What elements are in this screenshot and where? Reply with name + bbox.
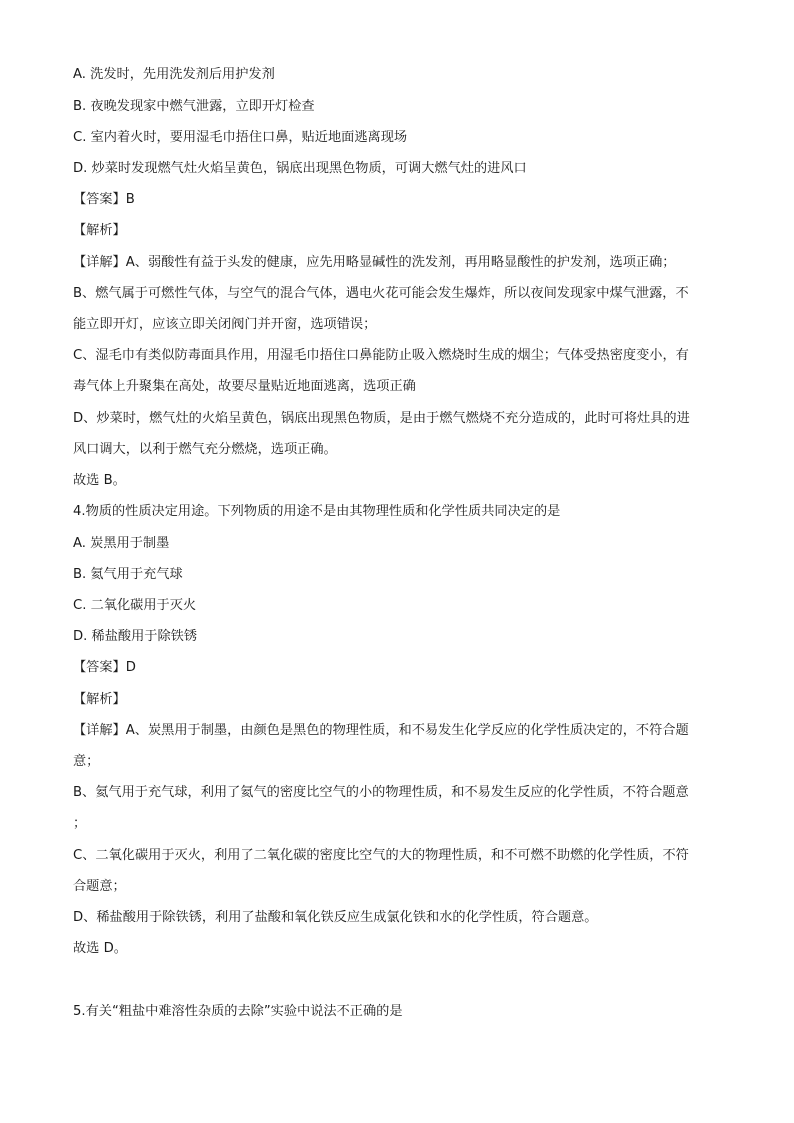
q3-conclusion: 故选 B。 <box>73 473 126 488</box>
q4-option-c: C. 二氧化碳用于灭火 <box>73 598 197 613</box>
q4-option-b: B. 氦气用于充气球 <box>73 567 183 582</box>
q4-conclusion: 故选 D。 <box>73 941 127 956</box>
q5-stem: 5.有关“粗盐中难溶性杂质的去除”实验中说法不正确的是 <box>73 1004 403 1019</box>
q3-option-b: B. 夜晚发现家中燃气泄露，立即开灯检查 <box>73 99 315 114</box>
q3-detail-line: 能立即开灯，应该立即关闭阀门并开窗，选项错误； <box>73 317 377 332</box>
q4-stem: 4.物质的性质决定用途。下列物质的用途不是由其物理性质和化学性质共同决定的是 <box>73 504 561 519</box>
q3-option-c: C. 室内着火时，要用湿毛巾捂住口鼻，贴近地面逃离现场 <box>73 130 408 145</box>
q4-option-a: A. 炭黑用于制墨 <box>73 536 170 551</box>
q4-detail-line: ； <box>73 816 87 831</box>
q4-detail-line: B、氦气用于充气球，利用了氦气的密度比空气的小的物理性质，和不易发生反应的化学性质，不符合题意 <box>73 785 689 800</box>
q4-detail-line: 【详解】A、炭黑用于制墨，由颜色是黑色的物理性质，和不易发生化学反应的化学性质决定的，不符合题 <box>73 723 689 738</box>
q3-answer: 【答案】B <box>73 192 135 207</box>
q4-detail-line: D、稀盐酸用于除铁锈，利用了盐酸和氧化铁反应生成氯化铁和水的化学性质，符合题意。 <box>73 910 598 925</box>
q4-detail-line: 合题意； <box>73 879 126 894</box>
q3-detail-line: 风口调大，以利于燃气充分燃烧，选项正确。 <box>73 442 337 457</box>
q3-analysis-heading: 【解析】 <box>73 223 126 238</box>
q3-detail-line: C、湿毛巾有类似防毒面具作用，用湿毛巾捂住口鼻能防止吸入燃烧时生成的烟尘；气体受热密度变小，有 <box>73 348 689 363</box>
q3-detail-line: D、炒菜时，燃气灶的火焰呈黄色，锅底出现黑色物质，是由于燃气燃烧不充分造成的，此时可将灶具的进 <box>73 411 690 426</box>
q3-option-d: D. 炒菜时发现燃气灶火焰呈黄色，锅底出现黑色物质，可调大燃气灶的进风口 <box>73 161 527 176</box>
q3-detail-line: 【详解】A、弱酸性有益于头发的健康，应先用略显碱性的洗发剂，再用略显酸性的护发剂，选项正确； <box>73 255 676 270</box>
q4-option-d: D. 稀盐酸用于除铁锈 <box>73 629 198 644</box>
q4-answer: 【答案】D <box>73 660 136 675</box>
q3-option-a: A. 洗发时，先用洗发剂后用护发剂 <box>73 67 275 82</box>
q3-detail-line: B、燃气属于可燃性气体，与空气的混合气体，遇电火花可能会发生爆炸，所以夜间发现家中煤气泄露，不 <box>73 286 689 301</box>
q4-detail-line: 意； <box>73 754 100 769</box>
q3-detail-line: 毒气体上升聚集在高处，故要尽量贴近地面逃离，选项正确 <box>73 379 416 394</box>
q4-analysis-heading: 【解析】 <box>73 692 126 707</box>
q4-detail-line: C、二氧化碳用于灭火，利用了二氧化碳的密度比空气的大的物理性质，和不可燃不助燃的化学性质，不符 <box>73 848 689 863</box>
